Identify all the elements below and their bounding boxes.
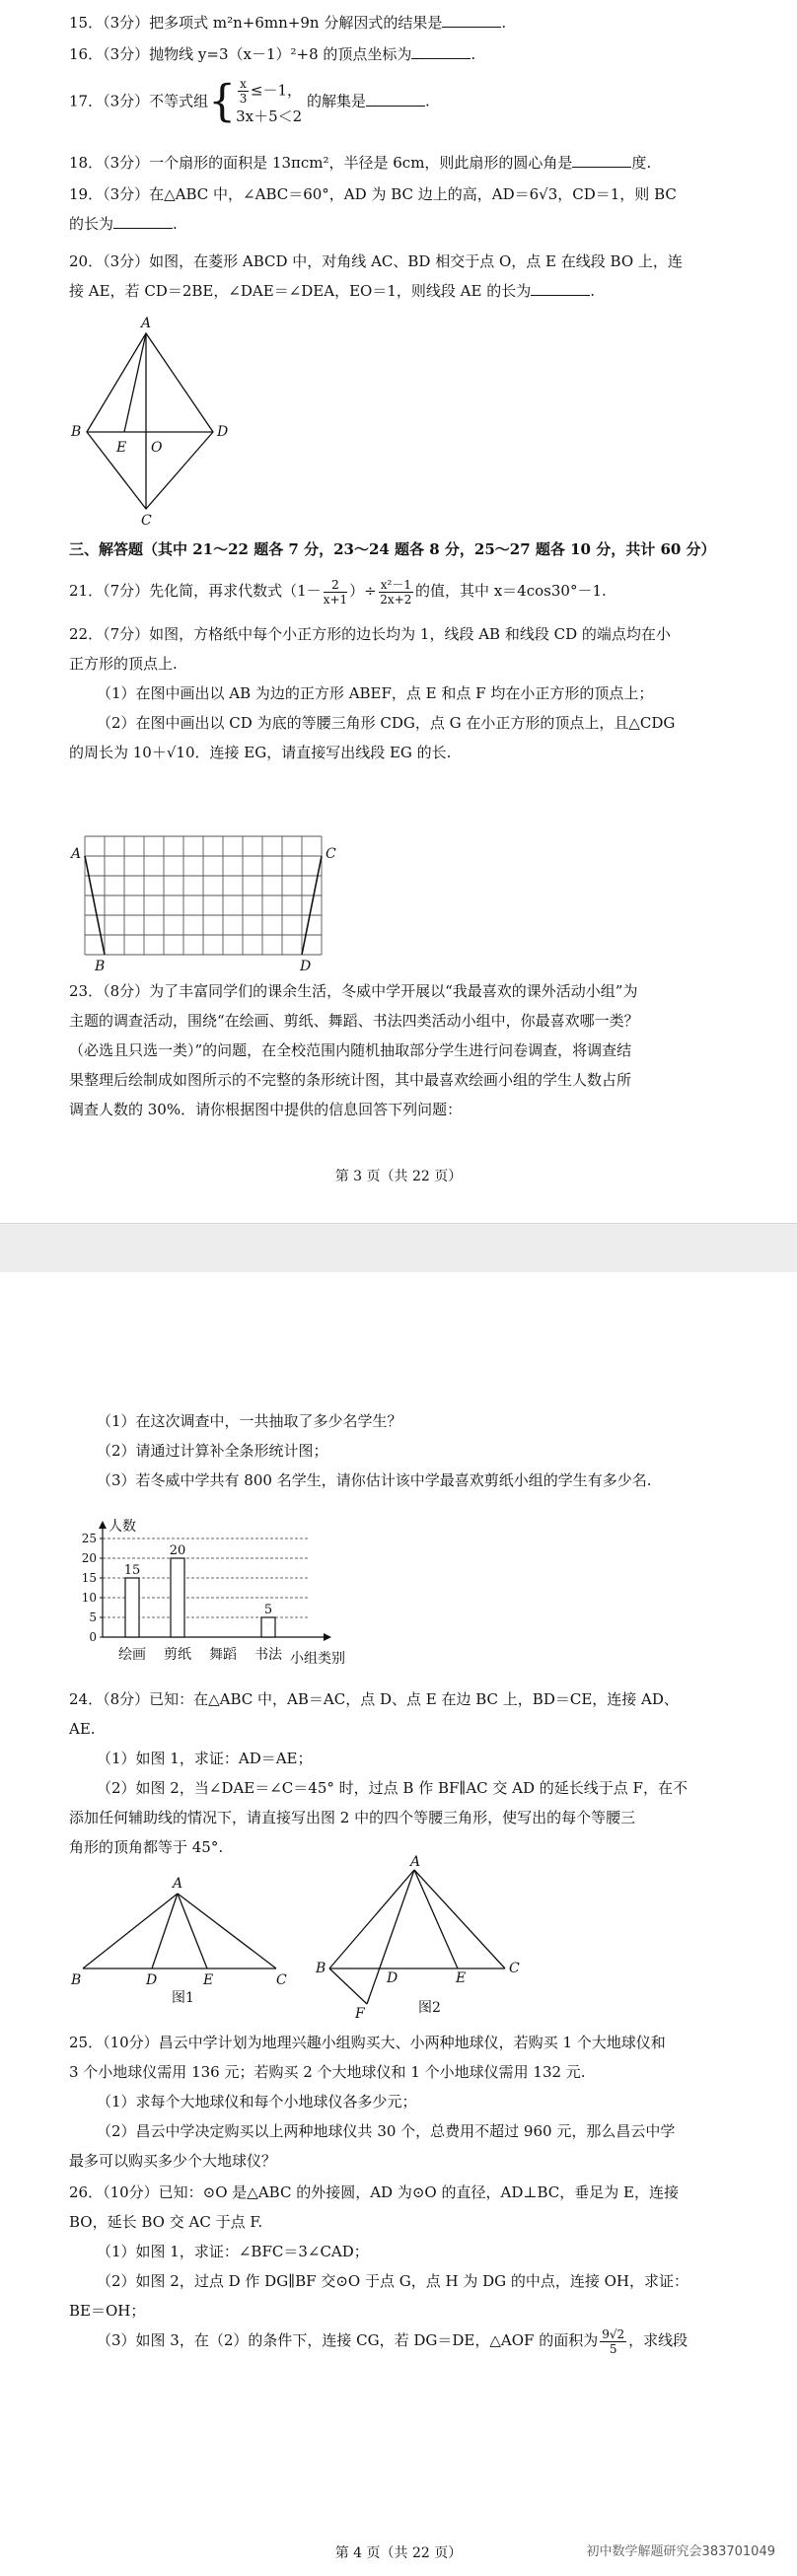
answer-blank-16[interactable] [411, 44, 471, 59]
page-footer-3: 第 3 页（共 22 页） [334, 1169, 463, 1184]
fig2-label-b: B [316, 1961, 326, 1976]
category-label-书法: 书法 [254, 1647, 282, 1663]
category-label-舞蹈: 舞蹈 [209, 1647, 237, 1663]
side-ab [329, 1870, 414, 1968]
triangle-figure-2 [308, 1854, 535, 2022]
grid-label-d: D [300, 959, 312, 974]
triangle-figure-1 [69, 1870, 296, 2008]
y-tick-20: 20 [81, 1551, 97, 1565]
fig2-label-c: C [509, 1961, 520, 1976]
fig1-label-c: C [276, 1972, 287, 1988]
answer-blank-18[interactable] [572, 153, 631, 168]
segment-ae [124, 333, 146, 432]
question-15: 15．（3分）把多项式 m²n+6mn+9n 分解因式的结果是 . [69, 14, 507, 32]
page-separator [0, 1223, 797, 1274]
side-ab [83, 1894, 178, 1968]
answer-blank-19[interactable] [113, 214, 173, 229]
fraction-x-over-3: $\frac{x}{3}$ [239, 77, 248, 106]
bar-label-书法: 5 [263, 1603, 273, 1617]
grid-figure [71, 836, 336, 974]
question-22: 22．（7分）如图，方格纸中每个小正方形的边长均为 1，线段 AB 和线段 CD 的端点均在小 正方形的顶点上. （1）在图中画出以 AB 为边的正方形 ABEF，点 E 和点 F 均在小正方形的顶点上； （2）在图中画出以 CD 为底的等腰三角形 CDG，点 G 在小正方形的顶点上，且△CDG 的周长为 10＋√10．连接 EG，请直接写出线段 EG 的长. [69, 625, 676, 761]
fig1-label-a: A [173, 1876, 183, 1892]
y-tick-5: 5 [89, 1610, 97, 1624]
fraction-9root2-over-5: $\frac{9√2}{5}$ [602, 2326, 625, 2356]
fig2-label-f: F [355, 2006, 365, 2022]
category-label-剪纸: 剪纸 [164, 1647, 191, 1663]
segment-ad [152, 1894, 178, 1968]
question-16: 16．（3分）抛物线 y=3（x－1）²+8 的顶点坐标为 . [69, 45, 476, 63]
question-21: 21．（7分）先化简，再求代数式（1－ $\frac{2}{x+1}$ ）÷ $\frac{\text{x²－1}}{2x+2}$ 的值，其中 x＝4cos30°－1. [69, 577, 607, 607]
fig2-label-e: E [456, 1970, 467, 1986]
question-24: 24．（8分）已知：在△ABC 中，AB＝AC，点 D、点 E 在边 BC 上，BD＝CE，连接 AD、 AE. （1）如图 1，求证：AD＝AE； （2）如图 2，当∠DAE＝∠C＝45° 时，过点 B 作 BF∥AC 交 AD 的延长线于点 F，在不 添加任何辅助线的情况下，请直接写出图 2 中的四个等腰三角形，使写出的每个等腰三 角形的顶角都等于 45°. [69, 1690, 688, 1856]
bar-label-剪纸: 20 [169, 1543, 186, 1558]
fraction-2-over-x-plus-1: $\frac{2}{x+1}$ [323, 577, 348, 607]
answer-blank-15[interactable] [442, 13, 501, 28]
grid-label-c: C [326, 846, 336, 862]
segment-ab [85, 856, 105, 955]
x-axis-arrow [324, 1633, 331, 1641]
y-tick-15: 15 [81, 1571, 97, 1585]
x-axis-label: 小组类别 [290, 1651, 345, 1667]
inequality-system: $\frac{x}{3}$ ≤－1， 3x＋5＜2 [236, 77, 303, 125]
page-3 [0, 0, 797, 1223]
grid-label-a: A [71, 846, 82, 862]
y-tick-10: 10 [81, 1591, 97, 1605]
fraction-x2-minus-1-over-2x-plus-2: $\frac{\text{x²－1}}{2x+2}$ [380, 577, 412, 607]
bar-书法 [261, 1617, 275, 1637]
question-23-parts: （1）在这次调查中，一共抽取了多少名学生？ （2）请通过计算补全条形统计图； （3）若冬威中学共有 800 名学生，请你估计该中学最喜欢剪纸小组的学生有多少名. [97, 1412, 652, 1489]
label-b: B [71, 424, 82, 440]
page-footer-4: 第 4 页（共 22 页） [334, 2545, 463, 2561]
fig1-label-d: D [146, 1972, 158, 1988]
bar-绘画 [125, 1578, 139, 1637]
answer-blank-20[interactable] [531, 281, 590, 296]
y-tick-0: 0 [89, 1630, 97, 1644]
fig1-caption: 图1 [172, 1990, 194, 2006]
category-label-绘画: 绘画 [118, 1647, 146, 1663]
answer-blank-17[interactable] [366, 92, 425, 107]
segment-ae [414, 1870, 458, 1968]
question-18: 18．（3分）一个扇形的面积是 13πcm²，半径是 6cm，则此扇形的圆心角是 度. [69, 154, 652, 172]
segment-bf [329, 1968, 367, 2004]
y-tick-25: 25 [81, 1532, 97, 1545]
rhombus-figure [69, 316, 256, 529]
bar-label-绘画: 15 [123, 1563, 141, 1578]
system-brace: { [208, 76, 237, 127]
label-o: O [151, 440, 163, 456]
bar-chart [63, 1515, 418, 1673]
rhombus-outline [87, 333, 213, 509]
label-c: C [141, 513, 152, 529]
fig2-label-a: A [410, 1854, 421, 1870]
question-26: 26．（10分）已知：⊙O 是△ABC 的外接圆，AD 为⊙O 的直径，AD⊥BC，垂足为 E，连接 BO，延长 BO 交 AC 于点 F. （1）如图 1，求证：∠BFC＝3∠CAD； （2）如图 2，过点 D 作 DG∥BF 交⊙O 于点 G，点 H 为 DG 的中点，连接 OH，求证： BE＝OH； （3）如图 3，在（2）的条件下，连接 CG，若 DG＝DE，△AOF 的面积为 $\frac{9√2}{5}$ ，求线段 [69, 2183, 689, 2356]
question-20: 20．（3分）如图，在菱形 ABCD 中，对角线 AC、BD 相交于点 O，点 E 在线段 BO 上，连 接 AE，若 CD＝2BE，∠DAE＝∠DEA，EO＝1，则线段 AE 的长为 . [69, 252, 683, 300]
fig2-label-d: D [387, 1970, 398, 1986]
segment-cd [302, 856, 322, 955]
y-axis-label: 人数 [109, 1519, 136, 1535]
question-23: 23．（8分）为了丰富同学们的课余生活，冬威中学开展以“我最喜欢的课外活动小组”为 主题的调查活动，围绕“在绘画、剪纸、舞蹈、书法四类活动小组中，你最喜欢哪一类？ （必选且只选一类）”的问题，在全校范围内随机抽取部分学生进行问卷调查，将调查结 果整理后绘制成如图所示的不完整的条形统计图，其中最喜欢绘画小组的学生人数占所 调查人数的 30%．请你根据图中提供的信息回答下列问题： [69, 982, 639, 1118]
label-d: D [217, 424, 229, 440]
grid-label-b: B [95, 959, 106, 974]
square-grid [85, 836, 322, 955]
page-4 [0, 1272, 797, 2576]
fig1-label-b: B [71, 1972, 82, 1988]
fig1-label-e: E [203, 1972, 214, 1988]
side-ac [414, 1870, 505, 1968]
question-19: 19．（3分）在△ABC 中，∠ABC＝60°，AD 为 BC 边上的高，AD＝6√3，CD＝1，则 BC 的长为 . [69, 185, 677, 233]
question-25: 25．（10分）昌云中学计划为地理兴趣小组购买大、小两种地球仪，若购买 1 个大地球仪和 3 个小地球仪需用 136 元；若购买 2 个大地球仪和 1 个小地球仪需用 132 元. （1）求每个大地球仪和每个小地球仪各多少元； （2）昌云中学决定购买以上两种地球仪共 30 个，总费用不超过 960 元，那么昌云中学 最多可以购买多少个大地球仪？ [69, 2034, 676, 2170]
fig2-caption: 图2 [418, 2000, 441, 2016]
question-17: 17．（3分）不等式组{ $\frac{x}{3}$ ≤－1， 3x＋5＜2 的解集是 . [69, 76, 430, 127]
label-a: A [141, 316, 152, 331]
y-axis-arrow [99, 1521, 107, 1529]
label-e: E [116, 440, 127, 456]
section-3-heading: 三、解答题（其中 21～22 题各 7 分，23～24 题各 8 分，25～27 题各 10 分，共计 60 分） [69, 540, 716, 558]
bar-剪纸 [171, 1558, 184, 1637]
watermark: 初中数学解题研究会383701049 [586, 2544, 775, 2559]
